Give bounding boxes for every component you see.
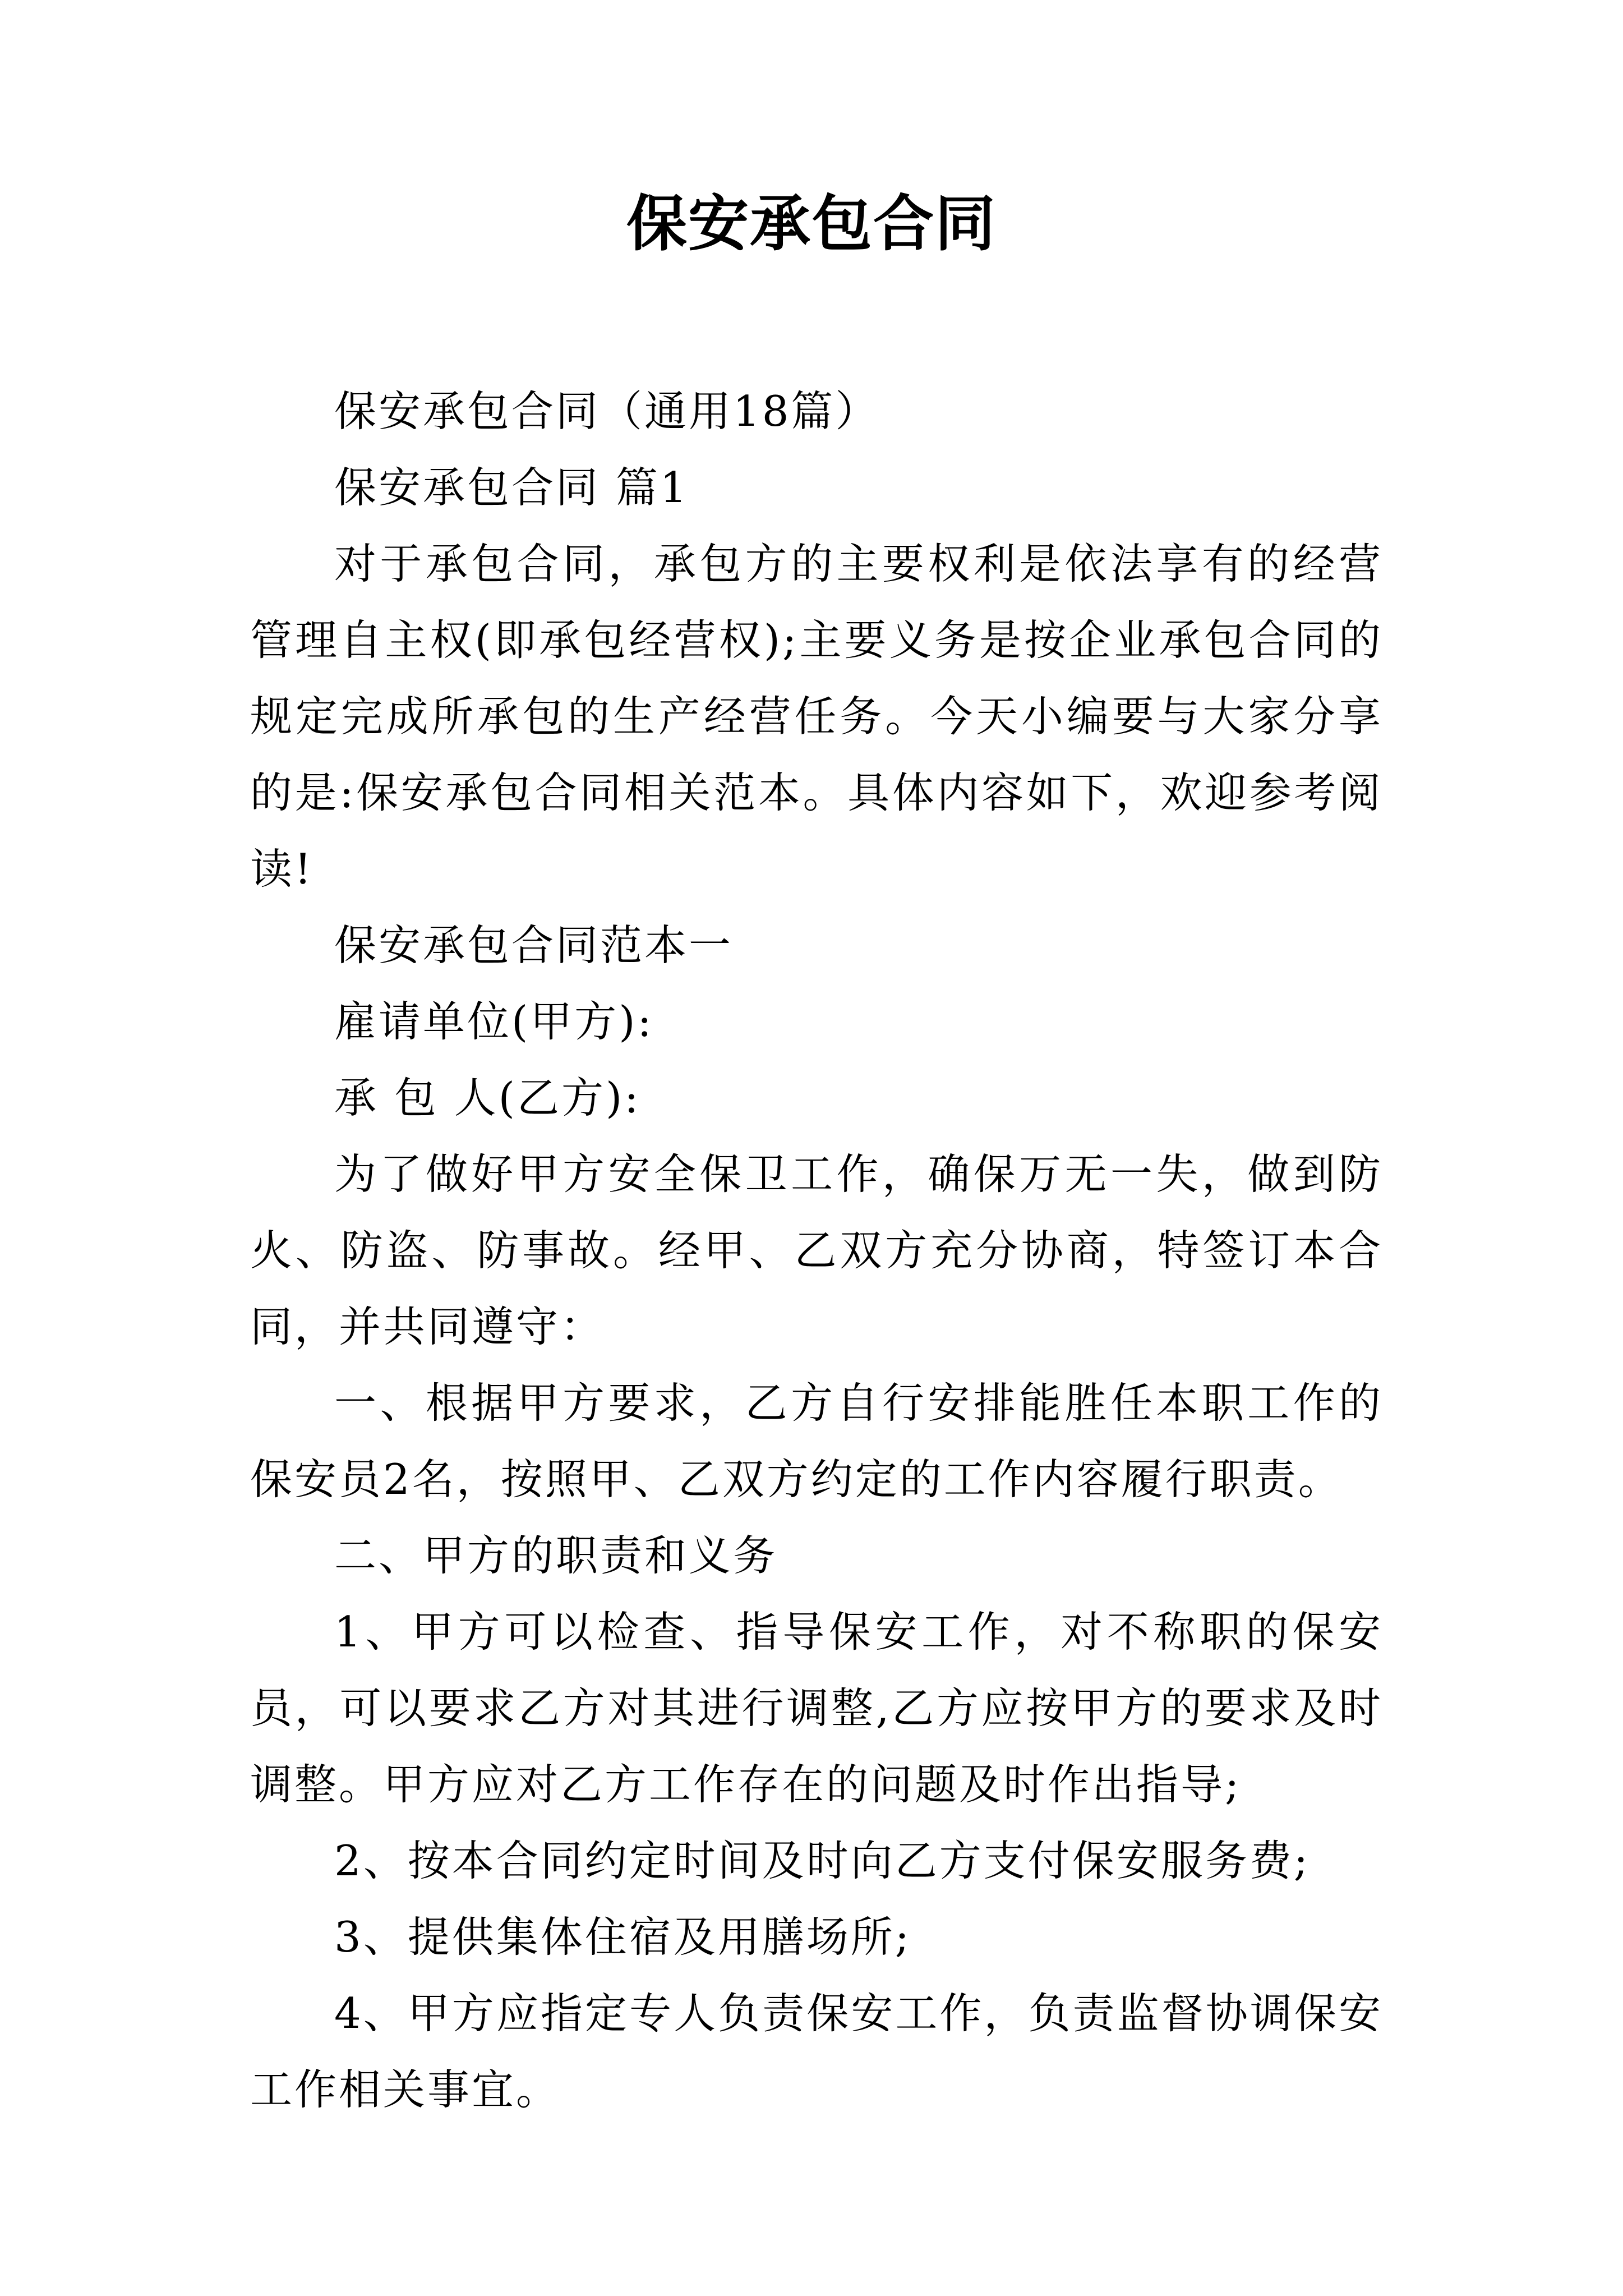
paragraph-clause-1: 一、根据甲方要求，乙方自行安排能胜任本职工作的保安员2名，按照甲、乙双方约定的工作内容履行职责。 [250, 1378, 1383, 1504]
paragraph-preamble: 为了做好甲方安全保卫工作，确保万无一失，做到防火、防盗、防事故。经甲、乙双方充分协商，特签订本合同，并共同遵守： [250, 1149, 1383, 1351]
document-title: 保安承包合同 [626, 188, 997, 259]
paragraph-item-4: 4、甲方应指定专人负责保安工作，负责监督协调保安工作相关事宜。 [250, 1989, 1383, 2114]
paragraph-item-2: 2、按本合同约定时间及时向乙方支付保安服务费; [334, 1836, 1310, 1885]
paragraph-item-1: 1、甲方可以检查、指导保安工作，对不称职的保安员，可以要求乙方对其进行调整,乙方应按甲方的要求及时调整。甲方应对乙方工作存在的问题及时作出指导; [250, 1607, 1383, 1809]
paragraph-party-b: 承 包 人(乙方): [334, 1073, 641, 1122]
paragraph-item-3: 3、提供集体住宿及用膳场所; [334, 1912, 911, 1962]
document-body [250, 373, 1383, 2128]
paragraph-template-title: 保安承包合同范本一 [334, 921, 734, 970]
paragraph-section-heading: 保安承包合同 篇1 [334, 463, 689, 512]
paragraph-intro: 对于承包合同，承包方的主要权利是依法享有的经营管理自主权(即承包经营权);主要义务是按企业承包合同的规定完成所承包的生产经营任务。今天小编要与大家分享的是:保安承包合同相关范本。具体内容如下，欢迎参考阅读! [250, 539, 1383, 894]
paragraph-clause-2-heading: 二、甲方的职责和义务 [334, 1531, 778, 1580]
paragraph-party-a: 雇请单位(甲方): [334, 997, 654, 1046]
paragraph-subtitle: 保安承包合同（通用18篇） [334, 386, 880, 436]
